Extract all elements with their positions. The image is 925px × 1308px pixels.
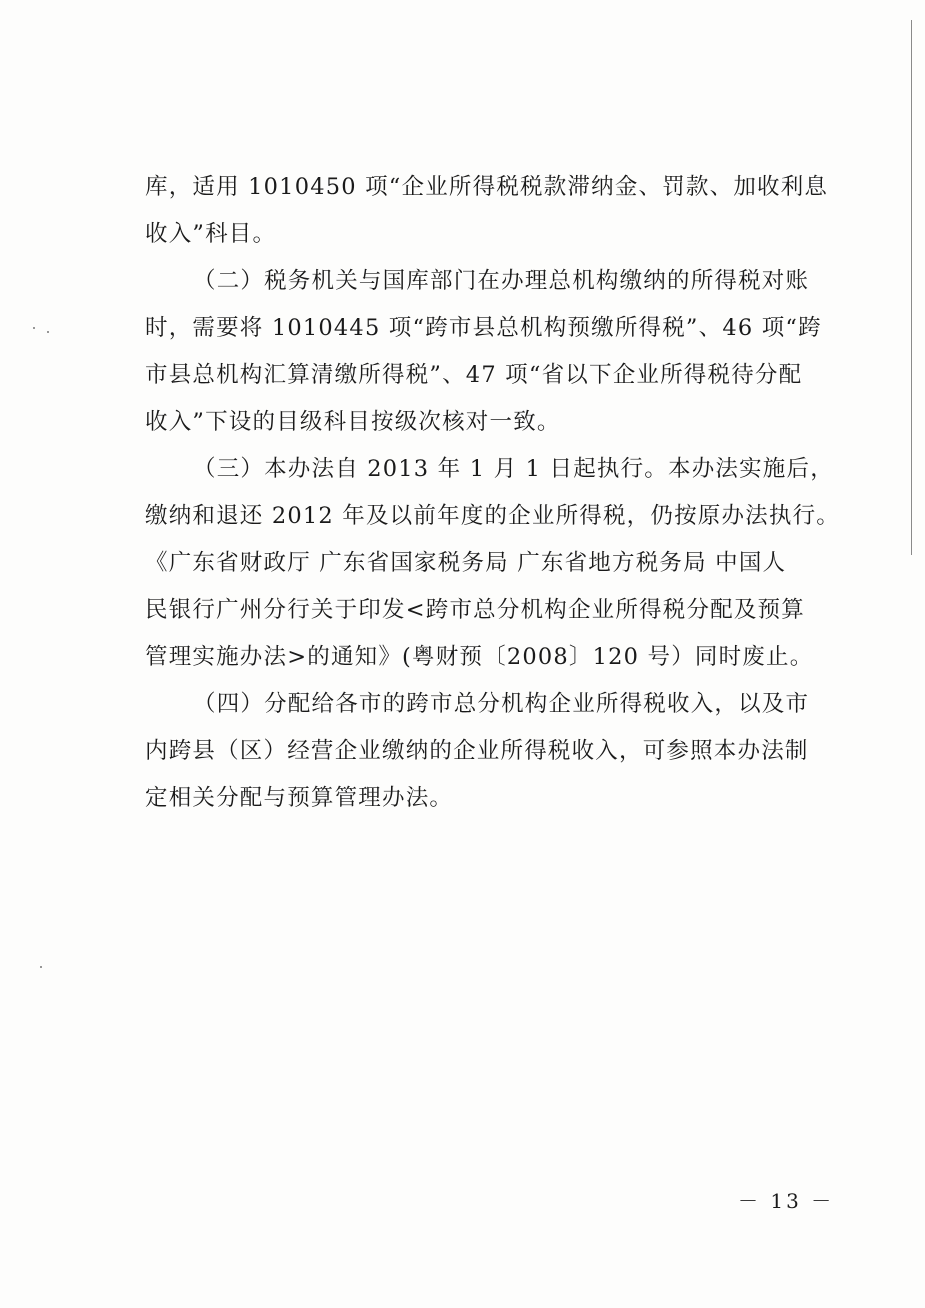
scan-speck [47,331,49,333]
body-text-line: 管理实施办法>的通知》(粤财预〔2008〕120 号）同时废止。 [145,644,814,670]
body-text-line: 收入”科目。 [145,221,277,247]
page-number: － 13 － [738,1189,835,1213]
body-text-line: 定相关分配与预算管理办法。 [145,785,454,811]
paragraph-4-start: （四）分配给各市的跨市总分机构企业所得税收入，以及市 [193,691,810,717]
body-text-line: 时，需要将 1010445 项“跨市县总机构预缴所得税”、46 项“跨 [145,315,822,341]
body-text-line: 库，适用 1010450 项“企业所得税税款滞纳金、罚款、加收利息 [145,174,829,200]
body-text-line: 缴纳和退还 2012 年及以前年度的企业所得税，仍按原办法执行。 [145,503,840,529]
scan-speck [40,966,42,968]
scan-speck [33,327,35,329]
body-text-line: 市县总机构汇算清缴所得税”、47 项“省以下企业所得税待分配 [145,362,803,388]
paragraph-2-start: （二）税务机关与国库部门在办理总机构缴纳的所得税对账 [193,268,810,294]
body-text-line: 内跨县（区）经营企业缴纳的企业所得税收入，可参照本办法制 [145,738,809,764]
body-text-line: 民银行广州分行关于印发<跨市总分机构企业所得税分配及预算 [145,597,805,623]
body-text-line: 收入”下设的目级科目按级次核对一致。 [145,409,561,435]
body-text-line: 《广东省财政厅 广东省国家税务局 广东省地方税务局 中国人 [145,550,787,576]
paragraph-3-start: （三）本办法自 2013 年 1 月 1 日起执行。本办法实施后， [193,456,834,482]
scan-edge-line [911,20,912,555]
